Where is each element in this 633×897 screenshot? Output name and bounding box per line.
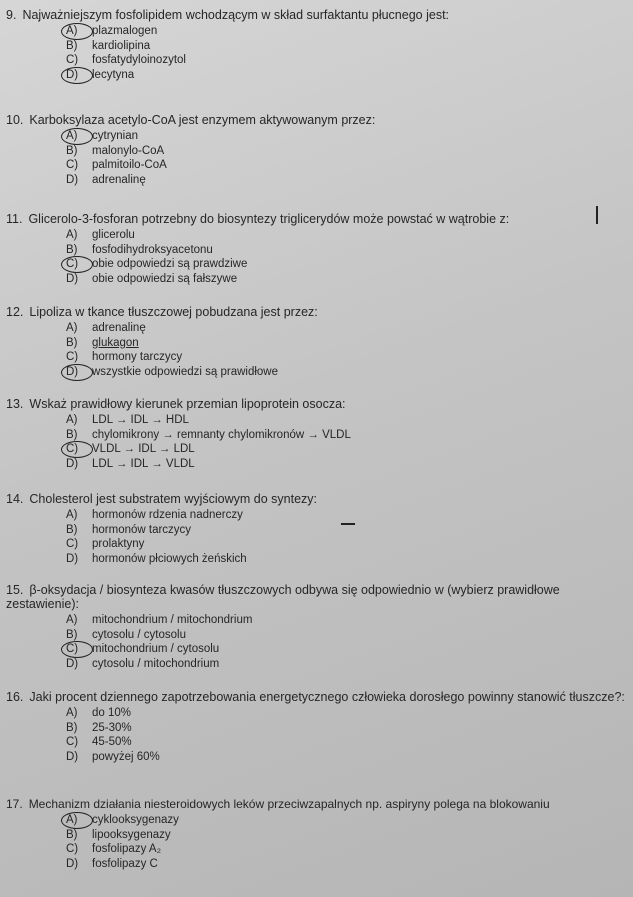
question-11 [6,212,631,286]
option-text: mitochondrium / mitochondrium [92,614,253,626]
option-text: glicerolu [92,229,135,241]
answer-option[interactable] [66,428,631,443]
question-15 [6,583,631,671]
option-letter: A) [66,322,78,334]
option-letter: B) [66,336,78,349]
answer-option[interactable] [66,457,631,472]
answer-option[interactable] [66,523,631,538]
option-letter: C) [66,351,79,363]
option-letter: B) [66,144,78,157]
answer-option[interactable] [66,657,631,672]
question-10 [6,113,631,187]
option-letter: C) [66,736,79,748]
question-number: 9. [6,8,17,22]
answer-option[interactable] [66,613,631,628]
question-number: 17. [6,797,23,811]
option-text: lecytyna [92,68,135,81]
answer-option[interactable] [66,24,631,39]
question-text: Lipoliza w tkance tłuszczowej pobudzana jest przez: [29,305,318,319]
question-14 [6,492,631,566]
option-text: fosfolipazy C [92,857,158,870]
option-text: hormonów rdzenia nadnerczy [92,509,243,521]
question-number: 14. [6,492,24,506]
option-letter: D) [66,750,79,763]
answer-option[interactable] [66,706,631,721]
answer-option[interactable] [66,442,631,457]
answer-option[interactable] [66,828,631,843]
answer-option[interactable] [66,68,631,83]
question-text: β-oksydacja / biosynteza kwasów tłuszczowych odbywa się odpowiednio w (wybierz prawidłowe zestawienie): [6,583,560,611]
question-stem [6,690,631,704]
option-letter: B) [66,243,78,256]
option-text: hormonów tarczycy [92,523,192,536]
option-text: hormony tarczycy [92,351,183,363]
option-text: 25-30% [92,721,132,734]
answer-option[interactable] [66,173,631,188]
option-letter: B) [66,39,78,52]
question-number: 15. [6,583,24,597]
option-letter: C) [66,443,79,455]
answer-option[interactable] [66,750,631,765]
option-letter: A) [66,414,78,426]
option-letter: D) [66,552,79,565]
question-text: Cholesterol jest substratem wyjściowym do syntezy: [29,492,317,506]
question-stem [6,8,631,22]
answer-option[interactable] [66,537,631,552]
answer-option[interactable] [66,365,631,380]
option-letter: D) [66,365,79,378]
option-letter: B) [66,428,78,441]
question-9 [6,8,631,82]
question-number: 12. [6,305,24,319]
option-text: plazmalogen [92,25,158,37]
answer-option[interactable] [66,735,631,750]
option-text: 45-50% [92,736,132,748]
option-text: prolaktyny [92,538,145,550]
option-text: palmitoilo-CoA [92,159,167,171]
option-letter: C) [66,258,79,270]
question-16 [6,690,631,764]
answer-option[interactable] [66,508,631,523]
answer-option[interactable] [66,158,631,173]
question-12 [6,305,631,379]
option-text: hormonów płciowych żeńskich [92,552,247,565]
answer-option[interactable] [66,842,631,857]
option-text: cytrynian [92,130,139,142]
option-letter: C) [66,538,79,550]
answer-option[interactable] [66,552,631,567]
pen-mark [341,523,355,525]
question-text: Karboksylaza acetylo-CoA jest enzymem aktywowanym przez: [29,113,376,127]
option-text: wszystkie odpowiedzi są prawidłowe [92,365,278,378]
option-text: cytosolu / cytosolu [92,628,186,641]
option-letter: B) [66,721,78,734]
answer-option[interactable] [66,243,631,258]
question-text: Najważniejszym fosfolipidem wchodzącym w skład surfaktantu płucnego jest: [22,8,450,22]
option-text: kardiolipina [92,39,151,52]
question-stem [6,797,631,811]
option-letter: A) [66,509,78,521]
question-text: Mechanizm działania niesteroidowych leków przeciwzapalnych np. aspiryny polega na blokowaniu [28,797,550,811]
option-letter: A) [66,25,78,37]
question-number: 13. [6,397,24,411]
question-stem [6,492,631,506]
option-letter: D) [66,272,79,285]
option-letter: B) [66,523,78,536]
question-stem [6,583,631,611]
option-letter: C) [66,643,79,655]
option-text: LDL → IDL → VLDL [92,457,195,470]
answer-option[interactable] [66,39,631,54]
question-number: 10. [6,113,24,127]
option-text: fosfatydyloinozytol [92,54,186,66]
question-13 [6,397,631,471]
answer-option[interactable] [66,857,631,872]
answer-option[interactable] [66,642,631,657]
option-text: malonylo-CoA [92,144,165,157]
option-letter: A) [66,130,78,142]
option-letter: C) [66,159,79,171]
answer-option[interactable] [66,628,631,643]
option-letter: A) [66,707,78,719]
answer-option[interactable] [66,257,631,272]
option-text: powyżej 60% [92,750,160,763]
option-letter: B) [66,628,78,641]
option-text: cytosolu / mitochondrium [92,657,220,670]
option-text: adrenalinę [92,322,146,334]
option-letter: C) [66,54,79,66]
option-text: lipooksygenazy [92,828,171,841]
answer-option[interactable] [66,350,631,365]
option-text: do 10% [92,707,132,719]
answer-option[interactable] [66,272,631,287]
option-letter: B) [66,828,78,841]
option-text: adrenalinę [92,173,146,186]
option-text: chylomikrony → remnanty chylomikronów → VLDL [92,428,351,441]
option-text: cyklooksygenazy [92,814,179,826]
answer-option[interactable] [66,321,631,336]
option-text: obie odpowiedzi są prawdziwe [92,258,248,270]
option-text: mitochondrium / cytosolu [92,643,220,655]
answer-option[interactable] [66,813,631,828]
question-text: Wskaż prawidłowy kierunek przemian lipoprotein osocza: [29,397,346,411]
question-stem [6,212,631,226]
answer-option[interactable] [66,144,631,159]
option-letter: A) [66,229,78,241]
answer-option[interactable] [66,53,631,68]
option-letter: D) [66,857,79,870]
option-text: glukagon [92,336,139,349]
option-text: obie odpowiedzi są fałszywe [92,272,238,285]
option-letter: D) [66,657,79,670]
question-17 [6,797,631,871]
option-letter: D) [66,173,79,186]
answer-option[interactable] [66,228,631,243]
option-letter: D) [66,68,79,81]
question-text: Glicerolo-3-fosforan potrzebny do biosyntezy triglicerydów może powstać w wątrobie z: [28,212,510,226]
answer-option[interactable] [66,336,631,351]
option-text: LDL → IDL → HDL [92,414,189,426]
option-text: fosfolipazy A₂ [92,843,162,855]
answer-option[interactable] [66,721,631,736]
answer-option[interactable] [66,129,631,144]
option-text: fosfodihydroksyacetonu [92,243,213,256]
answer-option[interactable] [66,413,631,428]
question-stem [6,397,631,411]
option-letter: C) [66,843,79,855]
question-stem [6,305,631,319]
option-letter: A) [66,614,78,626]
pen-mark [596,206,598,224]
question-stem [6,113,631,127]
option-text: VLDL → IDL → LDL [92,443,195,455]
question-number: 16. [6,690,24,704]
option-letter: D) [66,457,79,470]
option-letter: A) [66,814,78,826]
question-number: 11. [6,212,23,226]
question-text: Jaki procent dziennego zapotrzebowania energetycznego człowieka dorosłego powinny stanowić tłuszcze?: [29,690,625,704]
